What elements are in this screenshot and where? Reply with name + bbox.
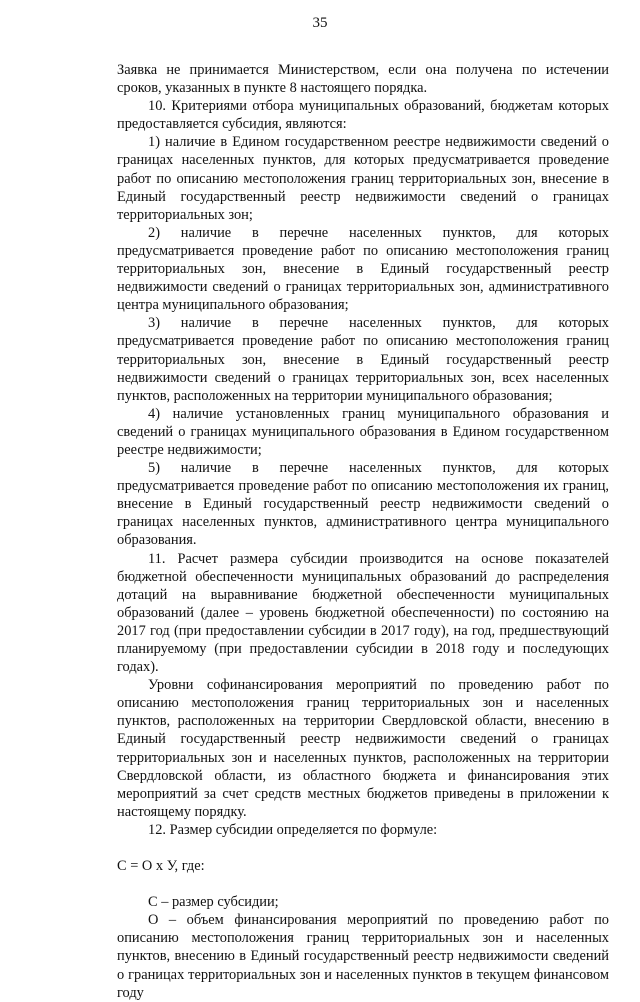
criterion-3: 3) наличие в перечне населенных пунктов, для которых предусматривается проведение работ по описанию местоположения границ территориальных зон, внесение в Единый государственный реестр недвижимости сведений о границах территориальных зон, всех населенных пунктов, расположенных на территории муниципального образования; — [117, 315, 609, 404]
paragraph-subsidy-calculation: 11. Расчет размера субсидии производится на основе показателей бюджетной обеспеченности муниципальных образований до распределения дотаций на выравнивание бюджетной обеспеченности муниципальных образований (далее – уровень бюджетной обеспеченности) по состоянию на 2017 год (при предоставлении субсидии в 2017 году), на год, предшествующий планируемому (при предоставлении субсидии в 2018 году и последующих годах). — [117, 550, 609, 676]
formula: С = О х У, где: — [117, 858, 205, 875]
criterion-5: 5) наличие в перечне населенных пунктов, для которых предусматривается проведение работ по описанию местоположения их границ, внесение в Единый государственный реестр недвижимости сведений о границах населенных пунктов, административного центра муниципального образования. — [117, 460, 609, 549]
paragraph-formula-intro: 12. Размер субсидии определяется по формуле: — [148, 821, 438, 838]
paragraph-selection-criteria: 10. Критериями отбора муниципальных образований, бюджетам которых предоставляется субсидия, являются: — [117, 98, 609, 133]
criterion-2: 2) наличие в перечне населенных пунктов, для которых предусматривается проведение работ по описанию местоположения границ территориальных зон, внесение в Единый государственный реестр недвижимости сведений о границах территориальных зон, административного центра муниципального образования; — [117, 224, 609, 314]
criterion-1: 1) наличие в Едином государственном реестре недвижимости сведений о границах населенных пунктов, для которых предусматривается проведение работ по описанию местоположения границ территориальных зон, внесение в Единый государственный реестр недвижимости сведений о границах территориальных зон; — [117, 134, 609, 223]
criterion-4: 4) наличие установленных границ муниципального образования и сведений о границах муниципального образования в Едином государственном реестре недвижимости; — [117, 405, 609, 458]
paragraph-cofinancing-levels: Уровни софинансирования мероприятий по проведению работ по описанию местоположения границ территориальных зон и населенных пунктов, расположенных на территории Свердловской области, внесению в Единый государственный реестр недвижимости сведений о границах территориальных зон и населенных пунктов, расположенных на территории Свердловской области, из областного бюджета и финансирования этих мероприятий за счет средств местных бюджетов приведены в приложении к настоящему порядку. — [117, 677, 609, 820]
definition-o: О – объем финансирования мероприятий по проведению работ по описанию местоположения границ территориальных зон и населенных пунктов, внесению в Единый государственный реестр недвижимости сведений о границах территориальных зон и населенных пунктов в текущем финансовом году — [117, 912, 609, 1001]
paragraph-application-not-accepted: Заявка не принимается Министерством, если она получена по истечении сроков, указанных в пункте 8 настоящего порядка. — [117, 62, 609, 97]
definition-c: С – размер субсидии; — [148, 894, 279, 911]
document-body — [117, 61, 609, 1002]
page-number: 35 — [312, 15, 328, 31]
